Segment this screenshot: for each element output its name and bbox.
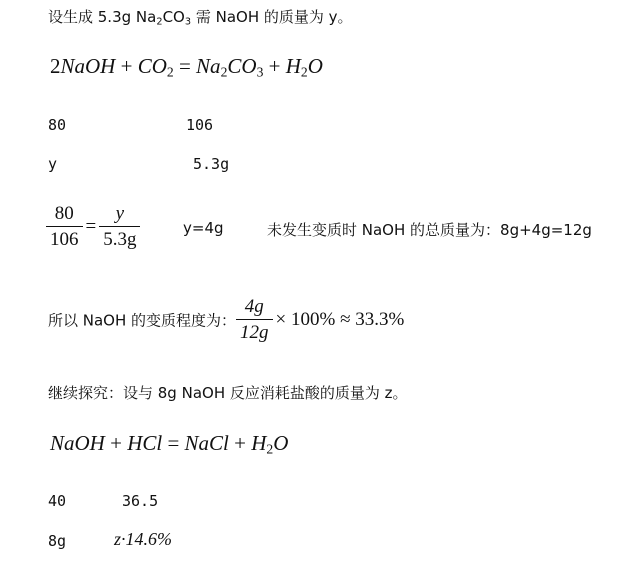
eq1-h2-sub: 2 [300,64,308,80]
calc1-frac1-den: 106 [50,229,79,250]
intro-prefix: 设生成 5.3g [48,8,136,26]
eq2-h2-sub: 2 [266,441,274,457]
calc1-total-note: 未发生变质时 NaOH 的总质量为：8g+4g=12g [267,221,592,239]
calc1-result: y=4g [183,219,224,237]
na2co3-sub-3: 3 [184,16,192,28]
eq2-equals: = [167,431,180,455]
calc1-frac1-num: 80 [54,203,74,224]
degree-label: 所以 NaOH 的变质程度为： [48,311,237,330]
ratio2-left-mass: 40 [48,492,67,510]
eq2-naoh: NaOH [50,431,105,455]
na2co3-co: CO [162,8,185,26]
calc1-fraction-left [46,203,83,251]
eq1-h: H [285,54,301,78]
eq2-hcl: HCl [127,431,163,455]
calc1-frac2-num: y [115,203,125,224]
eq2-nacl: NaCl [184,431,229,455]
degree-frac-num: 4g [244,296,264,317]
calc1-equals: = [85,216,97,237]
equation-naoh-hcl [50,431,288,457]
eq1-naoh: NaOH [60,54,116,78]
explore-line: 继续探究：设与 8g NaOH 反应消耗盐酸的质量为 z。 [48,384,408,402]
intro-line [48,6,353,27]
eq2-o: O [273,431,289,455]
na2co3-na: Na [135,8,157,26]
eq1-o: O [307,54,323,78]
ratio1-left-mass: 80 [48,116,67,134]
eq1-co3: CO [227,54,257,78]
na2co3-sub-2: 2 [156,16,163,28]
intro-suffix: 需 NaOH 的质量为 y。 [191,8,353,26]
ratio1-right-mass: 106 [186,116,214,134]
calc1-proportion [46,203,140,251]
calc1-frac2-den: 5.3g [103,229,137,250]
ratio2-right-mass: 36.5 [122,492,159,510]
calc1-frac1-bar [46,226,83,227]
eq1-plus-1: + [120,54,133,78]
eq2-h: H [251,431,267,455]
degree-line [48,296,407,344]
degree-fraction [236,296,273,344]
eq1-coefficient: 2 [50,54,61,78]
eq1-co2-sub: 2 [166,64,174,80]
calc1-fraction-right [99,203,140,251]
eq1-co: CO [137,54,167,78]
degree-frac-bar [236,319,273,320]
eq1-na: Na [196,54,221,78]
ratio2-right-expr [114,529,172,550]
eq2-plus-1: + [110,431,122,455]
ratio2-left-val: 8g [48,532,67,550]
eq1-equals: = [178,54,191,78]
calc1-frac2-bar [99,226,140,227]
eq2-plus-2: + [234,431,246,455]
ratio1-right-val: 5.3g [193,155,230,173]
ratio1-left-var: y [48,155,58,173]
eq1-co3-sub: 3 [256,64,264,80]
eq1-na2-sub: 2 [220,64,228,80]
ratio2-z-expr: z·14.6% [114,529,172,549]
degree-result: × 100% ≈ 33.3% [275,309,405,330]
degree-frac-den: 12g [240,322,269,343]
eq1-plus-2: + [268,54,281,78]
equation-naoh-co2 [50,54,323,80]
